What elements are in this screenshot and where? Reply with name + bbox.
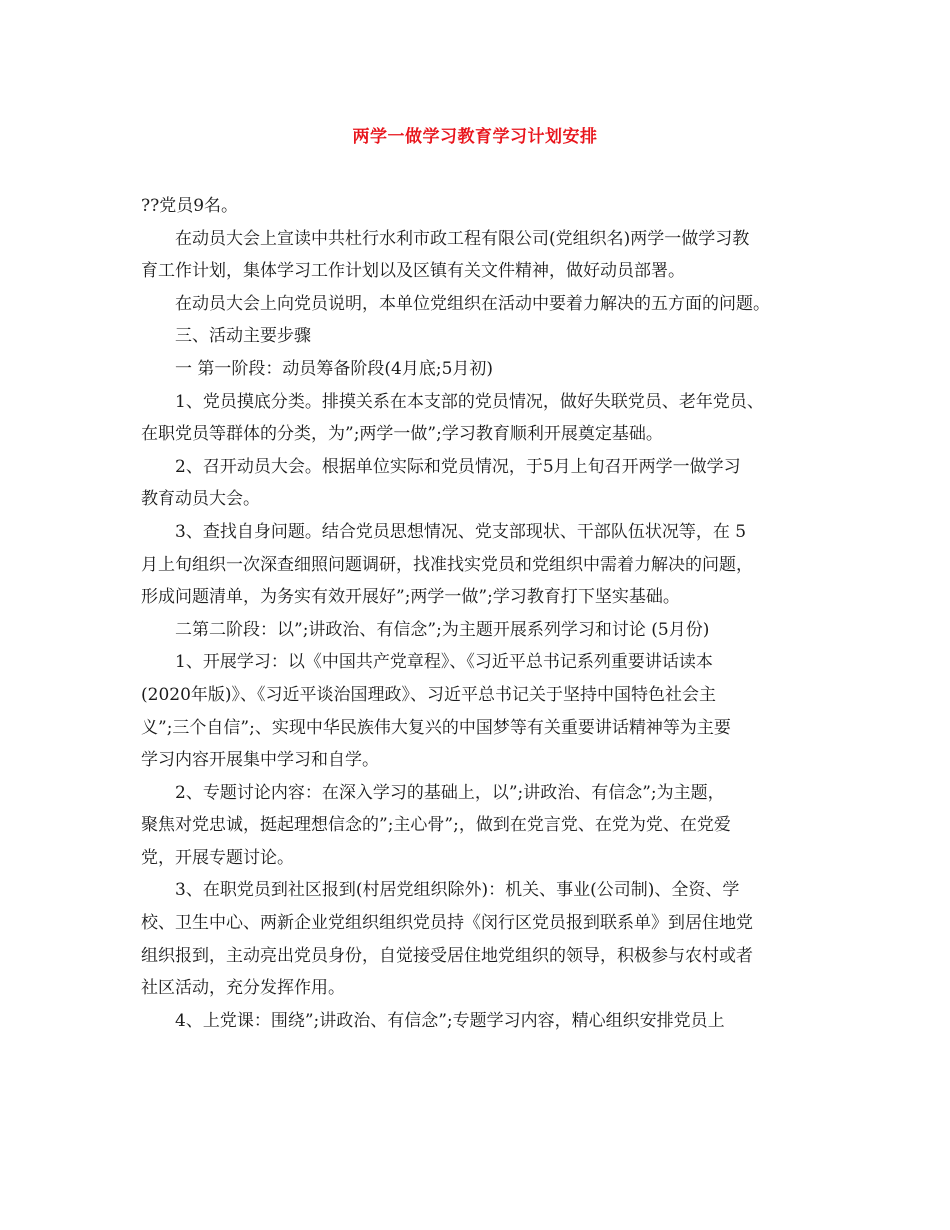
body-line: 月上旬组织一次深查细照问题调研，找准找实党员和党组织中需着力解决的问题， — [141, 554, 753, 575]
document-title: 两学一做学习教育学习计划安排 — [352, 127, 598, 147]
body-line: 组织报到，主动亮出党员身份，自觉接受居住地党组织的领导，积极参与农村或者 — [141, 945, 753, 966]
body-line: 4、上党课：围绕”;讲政治、有信念”;专题学习内容，精心组织安排党员上 — [175, 1010, 725, 1031]
body-line: 校、卫生中心、两新企业党组织组织党员持《闵行区党员报到联系单》到居住地党 — [141, 913, 753, 934]
body-line: 在动员大会上宣读中共杜行水利市政工程有限公司(党组织名)两学一做学习教 — [175, 228, 750, 249]
body-line: 在职党员等群体的分类，为”;两学一做”;学习教育顺利开展奠定基础。 — [141, 424, 663, 445]
body-line: 2、召开动员大会。根据单位实际和党员情况，于5月上旬召开两学一做学习 — [175, 456, 741, 477]
body-line: 党，开展专题讨论。 — [141, 847, 294, 868]
body-line: 义”;三个自信”;、实现中华民族伟大复兴的中国梦等有关重要讲话精神等为主要 — [141, 717, 731, 738]
body-line: 3、查找自身问题。结合党员思想情况、党支部现状、干部队伍状况等，在 5 — [175, 521, 747, 542]
body-line: 1、党员摸底分类。排摸关系在本支部的党员情况，做好失联党员、老年党员、 — [175, 391, 764, 412]
body-line: ??党员9名。 — [141, 196, 239, 216]
body-line: 二第二阶段：以”;讲政治、有信念”;为主题开展系列学习和讨论 (5月份) — [175, 619, 710, 640]
body-line: 在动员大会上向党员说明，本单位党组织在活动中要着力解决的五方面的问题。 — [175, 293, 770, 314]
body-line: 3、在职党员到社区报到(村居党组织除外)：机关、事业(公司制)、全资、学 — [175, 880, 740, 901]
body-line: 三、活动主要步骤 — [175, 326, 311, 347]
body-line: 学习内容开展集中学习和自学。 — [141, 750, 379, 771]
body-line: 形成问题清单，为务实有效开展好”;两学一做”;学习教育打下坚实基础。 — [141, 587, 680, 608]
body-line: 2、专题讨论内容：在深入学习的基础上，以”;讲政治、有信念”;为主题， — [175, 782, 725, 803]
body-line: 1、开展学习：以《中国共产党章程》、《习近平总书记系列重要讲话读本 — [175, 652, 713, 673]
body-line: 育工作计划，集体学习工作计划以及区镇有关文件精神，做好动员部署。 — [141, 261, 685, 282]
body-line: (2020年版)》、《习近平谈治国理政》、习近平总书记关于坚持中国特色社会主 — [141, 684, 717, 705]
body-line: 聚焦对党忠诚，挺起理想信念的”;主心骨”;，做到在党言党、在党为党、在党爱 — [141, 815, 731, 836]
body-line: 教育动员大会。 — [141, 489, 260, 510]
document-body — [141, 190, 829, 1037]
body-line: 社区活动，充分发挥作用。 — [141, 978, 345, 999]
body-line: 一 第一阶段：动员筹备阶段(4月底;5月初) — [175, 358, 494, 379]
